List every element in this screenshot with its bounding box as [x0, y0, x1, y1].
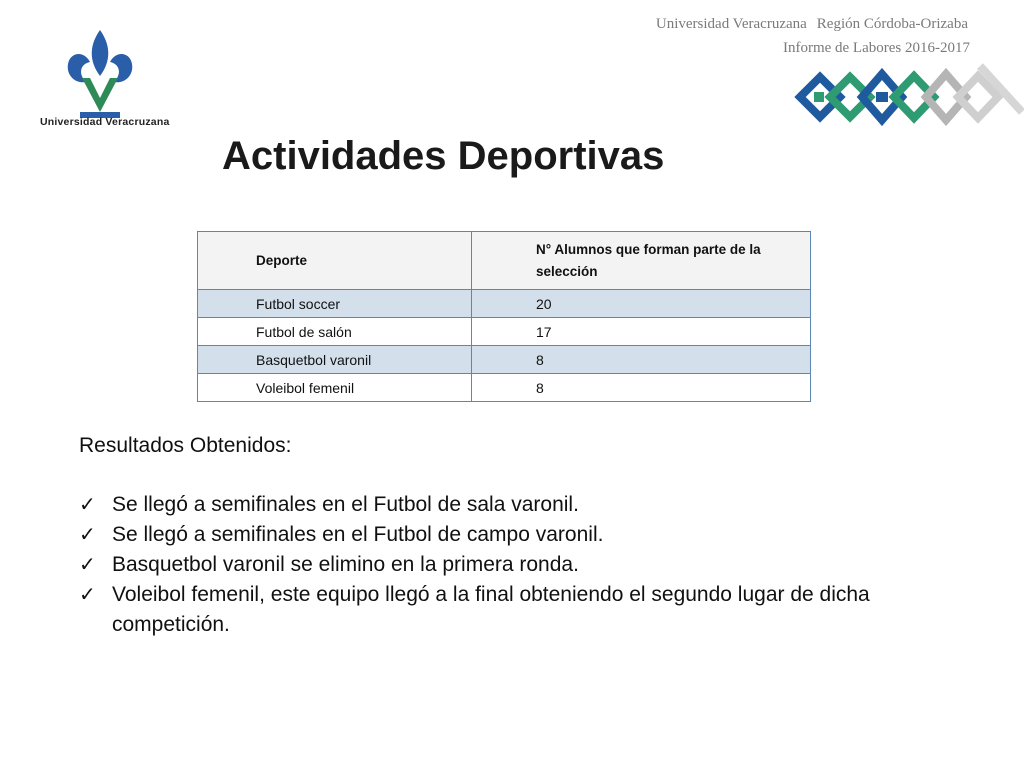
header-count-label: N° Alumnos que forman parte de la selección: [536, 241, 761, 279]
check-icon: ✓: [79, 584, 96, 606]
sport-cell: [198, 374, 472, 402]
logo-caption: Universidad Veracruzana: [40, 116, 170, 128]
sport-count: 8: [536, 351, 544, 368]
header-sport: [198, 232, 472, 290]
list-item: [79, 490, 939, 520]
table-row: [198, 346, 811, 374]
results-list: [79, 490, 939, 640]
count-cell: [472, 318, 811, 346]
table-header-row: [198, 232, 811, 290]
header-count: [472, 232, 811, 290]
header-report: Informe de Labores 2016-2017: [782, 40, 970, 56]
sport-name: Futbol soccer: [256, 295, 341, 312]
count-cell: [472, 346, 811, 374]
header-sport-label: Deporte: [256, 252, 308, 268]
sports-table: [197, 231, 811, 402]
check-icon: ✓: [79, 524, 96, 546]
sport-count: 17: [536, 323, 552, 340]
table-row: [198, 290, 811, 318]
result-text: Voleibol femenil, este equipo llegó a la final obteniendo el segundo lugar de dicha competición.: [112, 583, 870, 636]
header-university: Universidad Veracruzana: [655, 16, 807, 32]
cva-decorative-logo-icon: [790, 62, 1024, 132]
sport-name: Futbol de salón: [256, 323, 352, 340]
sport-name: Voleibol femenil: [256, 379, 355, 396]
list-item: [79, 520, 939, 550]
count-cell: [472, 374, 811, 402]
table-row: [198, 374, 811, 402]
result-text: Se llegó a semifinales en el Futbol de sala varonil.: [112, 493, 579, 516]
sport-cell: [198, 290, 472, 318]
results-title: Resultados Obtenidos:: [79, 434, 292, 457]
result-text: Basquetbol varonil se elimino en la primera ronda.: [112, 553, 579, 576]
sport-name: Basquetbol varonil: [256, 351, 372, 368]
list-item: [79, 580, 939, 640]
sport-count: 20: [536, 295, 552, 312]
table-row: [198, 318, 811, 346]
count-cell: [472, 290, 811, 318]
sport-cell: [198, 318, 472, 346]
sport-count: 8: [536, 379, 544, 396]
header-region: Región Córdoba-Orizaba: [816, 16, 968, 32]
result-text: Se llegó a semifinales en el Futbol de campo varonil.: [112, 523, 604, 546]
header-institution: [656, 16, 968, 33]
page-title: Actividades Deportivas: [222, 134, 665, 178]
list-item: [79, 550, 939, 580]
check-icon: ✓: [79, 494, 96, 516]
sport-cell: [198, 346, 472, 374]
check-icon: ✓: [79, 554, 96, 576]
